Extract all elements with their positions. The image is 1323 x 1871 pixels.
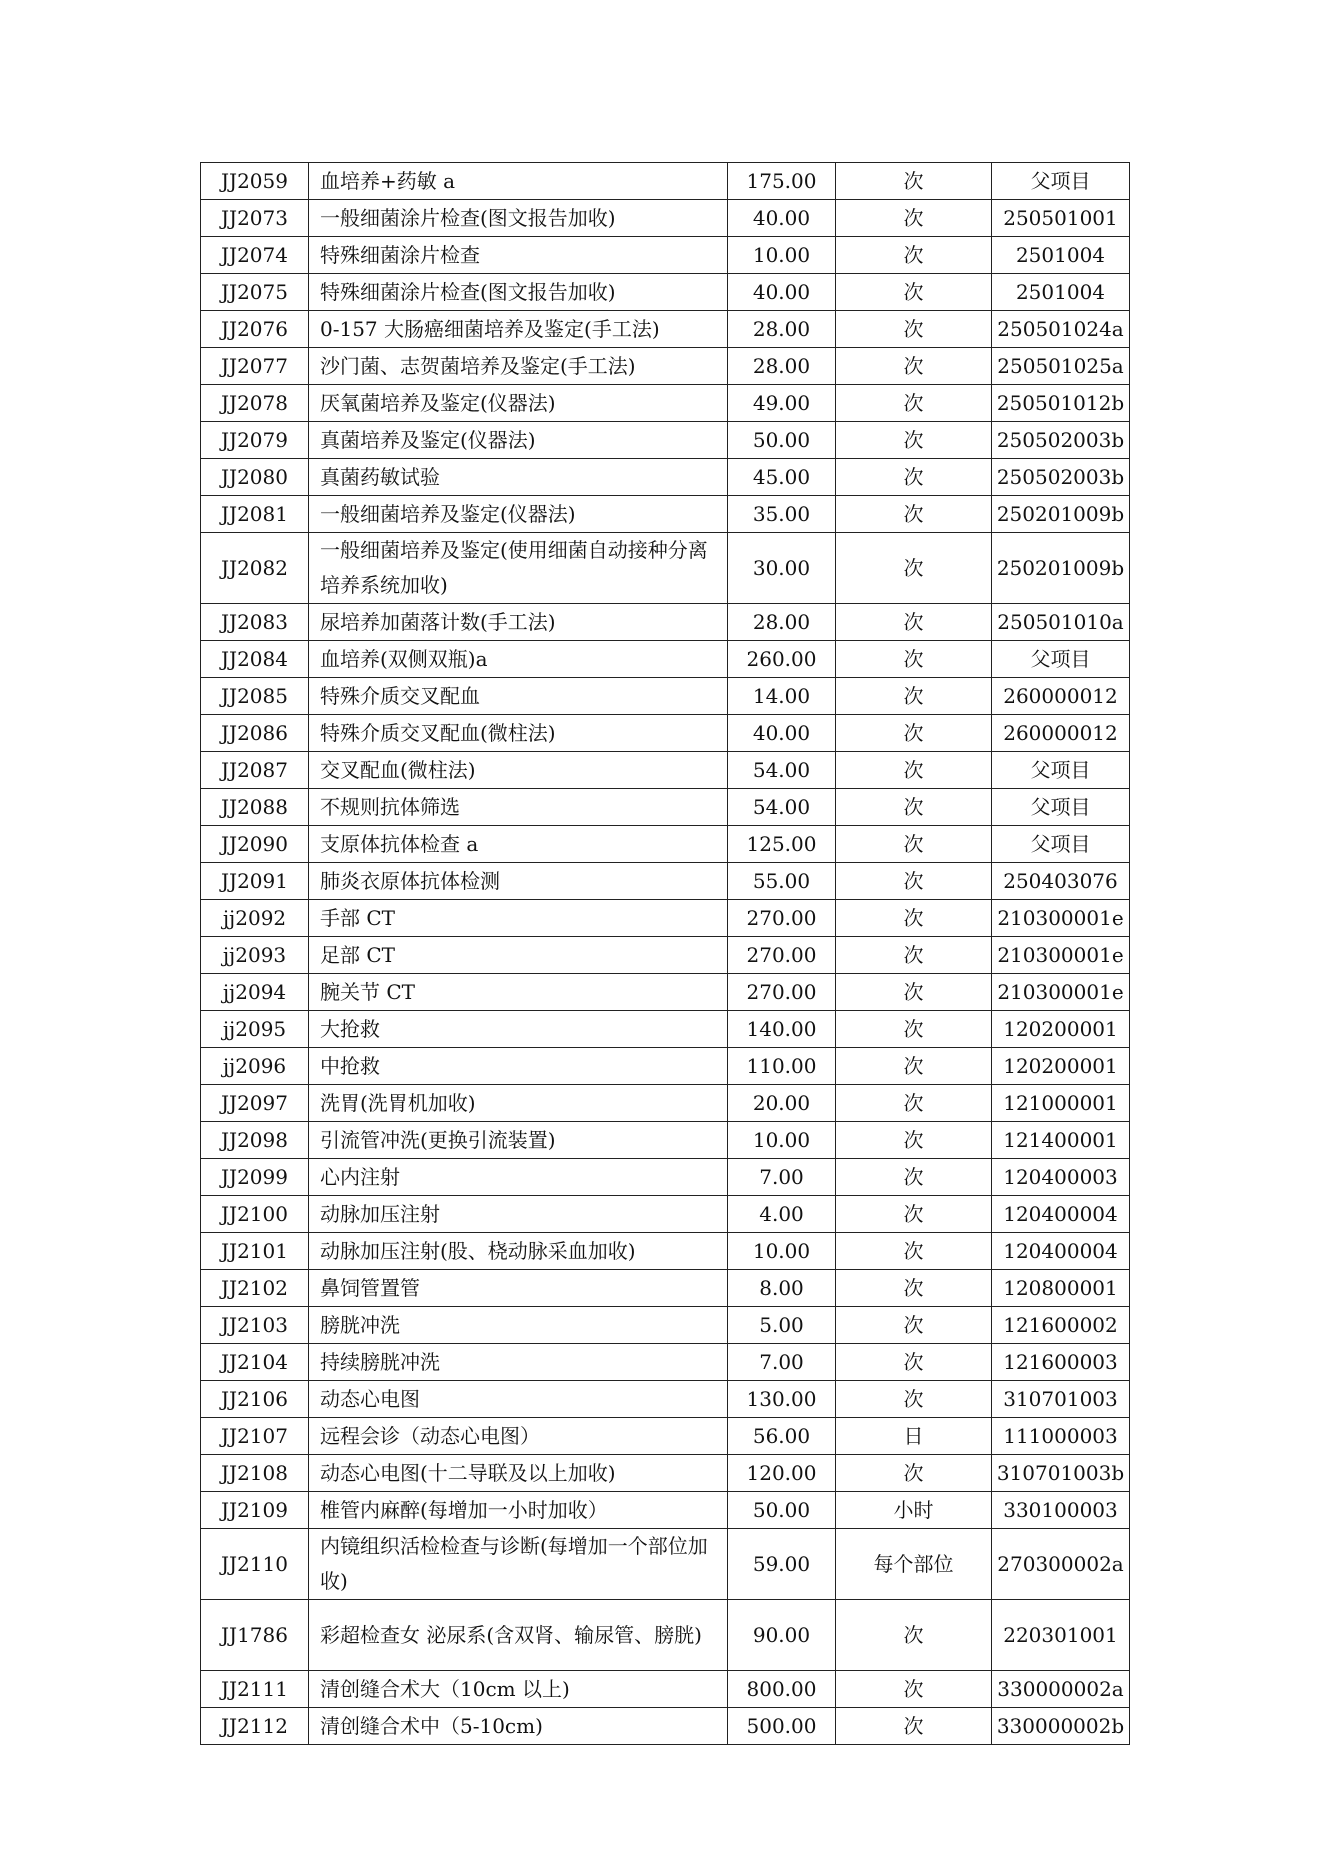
item-name-cell: 手部 CT xyxy=(309,900,728,937)
item-reference-code-cell: 250501010a xyxy=(992,604,1130,641)
item-name-cell: 尿培养加菌落计数(手工法) xyxy=(309,604,728,641)
item-name-cell: 洗胃(洗胃机加收) xyxy=(309,1085,728,1122)
item-reference-code-cell: 2501004 xyxy=(992,237,1130,274)
item-unit-cell: 次 xyxy=(836,1381,992,1418)
item-name-cell: 交叉配血(微柱法) xyxy=(309,752,728,789)
item-reference-code-cell: 250201009b xyxy=(992,496,1130,533)
item-price-cell: 270.00 xyxy=(728,974,836,1011)
item-reference-code-cell: 250501001 xyxy=(992,200,1130,237)
item-name-cell: 持续膀胱冲洗 xyxy=(309,1344,728,1381)
item-name-cell: 远程会诊（动态心电图） xyxy=(309,1418,728,1455)
item-reference-code-cell: 250501024a xyxy=(992,311,1130,348)
item-reference-code-cell: 父项目 xyxy=(992,752,1130,789)
item-unit-cell: 次 xyxy=(836,752,992,789)
item-reference-code-cell: 250201009b xyxy=(992,533,1130,604)
item-unit-cell: 次 xyxy=(836,237,992,274)
item-code-cell: JJ2090 xyxy=(201,826,309,863)
item-price-cell: 55.00 xyxy=(728,863,836,900)
item-name-cell: 引流管冲洗(更换引流装置) xyxy=(309,1122,728,1159)
item-name-cell: 真菌培养及鉴定(仪器法) xyxy=(309,422,728,459)
item-price-cell: 500.00 xyxy=(728,1708,836,1745)
item-price-cell: 140.00 xyxy=(728,1011,836,1048)
item-name-cell: 鼻饲管置管 xyxy=(309,1270,728,1307)
item-reference-code-cell: 210300001e xyxy=(992,974,1130,1011)
item-price-cell: 7.00 xyxy=(728,1159,836,1196)
table-row xyxy=(201,1455,1130,1492)
item-unit-cell: 次 xyxy=(836,533,992,604)
item-code-cell: jj2096 xyxy=(201,1048,309,1085)
item-code-cell: JJ2104 xyxy=(201,1344,309,1381)
item-price-cell: 54.00 xyxy=(728,752,836,789)
item-code-cell: JJ2073 xyxy=(201,200,309,237)
item-name-cell: 一般细菌培养及鉴定(使用细菌自动接种分离培养系统加收) xyxy=(309,533,728,604)
item-price-cell: 10.00 xyxy=(728,1233,836,1270)
item-price-cell: 5.00 xyxy=(728,1307,836,1344)
item-reference-code-cell: 330000002b xyxy=(992,1708,1130,1745)
item-price-cell: 8.00 xyxy=(728,1270,836,1307)
item-reference-code-cell: 250403076 xyxy=(992,863,1130,900)
item-reference-code-cell: 330000002a xyxy=(992,1671,1130,1708)
item-name-cell: 足部 CT xyxy=(309,937,728,974)
item-code-cell: jj2092 xyxy=(201,900,309,937)
item-name-cell: 厌氧菌培养及鉴定(仪器法) xyxy=(309,385,728,422)
item-price-cell: 120.00 xyxy=(728,1455,836,1492)
item-code-cell: jj2094 xyxy=(201,974,309,1011)
table-row xyxy=(201,1381,1130,1418)
item-unit-cell: 次 xyxy=(836,1455,992,1492)
item-price-cell: 56.00 xyxy=(728,1418,836,1455)
table-row xyxy=(201,1344,1130,1381)
item-reference-code-cell: 120200001 xyxy=(992,1011,1130,1048)
item-name-cell: 动脉加压注射(股、桡动脉采血加收) xyxy=(309,1233,728,1270)
item-code-cell: JJ2087 xyxy=(201,752,309,789)
item-price-cell: 175.00 xyxy=(728,163,836,200)
item-unit-cell: 次 xyxy=(836,1196,992,1233)
item-unit-cell: 次 xyxy=(836,1708,992,1745)
item-code-cell: jj2093 xyxy=(201,937,309,974)
item-reference-code-cell: 120200001 xyxy=(992,1048,1130,1085)
item-price-cell: 20.00 xyxy=(728,1085,836,1122)
item-code-cell: JJ2110 xyxy=(201,1529,309,1600)
item-price-cell: 40.00 xyxy=(728,274,836,311)
item-code-cell: JJ2103 xyxy=(201,1307,309,1344)
item-reference-code-cell: 250502003b xyxy=(992,459,1130,496)
item-unit-cell: 次 xyxy=(836,385,992,422)
item-code-cell: JJ2077 xyxy=(201,348,309,385)
item-unit-cell: 次 xyxy=(836,937,992,974)
item-reference-code-cell: 310701003b xyxy=(992,1455,1130,1492)
item-name-cell: 特殊细菌涂片检查 xyxy=(309,237,728,274)
table-row xyxy=(201,163,1130,200)
item-price-cell: 7.00 xyxy=(728,1344,836,1381)
item-code-cell: JJ2088 xyxy=(201,789,309,826)
item-reference-code-cell: 120400004 xyxy=(992,1233,1130,1270)
item-price-cell: 270.00 xyxy=(728,937,836,974)
item-unit-cell: 每个部位 xyxy=(836,1529,992,1600)
item-name-cell: 肺炎衣原体抗体检测 xyxy=(309,863,728,900)
table-row xyxy=(201,200,1130,237)
item-price-cell: 54.00 xyxy=(728,789,836,826)
item-unit-cell: 次 xyxy=(836,274,992,311)
item-name-cell: 椎管内麻醉(每增加一小时加收） xyxy=(309,1492,728,1529)
table-row xyxy=(201,900,1130,937)
item-name-cell: 内镜组织活检检查与诊断(每增加一个部位加收) xyxy=(309,1529,728,1600)
item-price-cell: 28.00 xyxy=(728,348,836,385)
item-name-cell: 中抢救 xyxy=(309,1048,728,1085)
item-price-cell: 30.00 xyxy=(728,533,836,604)
table-row xyxy=(201,1708,1130,1745)
table-row xyxy=(201,237,1130,274)
table-row xyxy=(201,1418,1130,1455)
item-code-cell: JJ2059 xyxy=(201,163,309,200)
item-reference-code-cell: 220301001 xyxy=(992,1600,1130,1671)
item-price-cell: 14.00 xyxy=(728,678,836,715)
item-unit-cell: 次 xyxy=(836,1085,992,1122)
item-name-cell: 特殊细菌涂片检查(图文报告加收) xyxy=(309,274,728,311)
item-name-cell: 0-157 大肠癌细菌培养及鉴定(手工法) xyxy=(309,311,728,348)
item-unit-cell: 次 xyxy=(836,641,992,678)
item-unit-cell: 次 xyxy=(836,1600,992,1671)
table-row xyxy=(201,604,1130,641)
table-row xyxy=(201,1196,1130,1233)
item-unit-cell: 次 xyxy=(836,900,992,937)
table-row xyxy=(201,1307,1130,1344)
item-price-cell: 50.00 xyxy=(728,1492,836,1529)
item-name-cell: 心内注射 xyxy=(309,1159,728,1196)
item-code-cell: jj2095 xyxy=(201,1011,309,1048)
item-code-cell: JJ2109 xyxy=(201,1492,309,1529)
item-code-cell: JJ2101 xyxy=(201,1233,309,1270)
item-unit-cell: 次 xyxy=(836,789,992,826)
table-row xyxy=(201,1233,1130,1270)
table-row xyxy=(201,311,1130,348)
item-unit-cell: 次 xyxy=(836,1048,992,1085)
item-unit-cell: 次 xyxy=(836,1122,992,1159)
item-name-cell: 动脉加压注射 xyxy=(309,1196,728,1233)
item-code-cell: JJ2091 xyxy=(201,863,309,900)
item-reference-code-cell: 330100003 xyxy=(992,1492,1130,1529)
table-row xyxy=(201,1492,1130,1529)
table-row xyxy=(201,1671,1130,1708)
item-name-cell: 支原体抗体检查 a xyxy=(309,826,728,863)
item-reference-code-cell: 120800001 xyxy=(992,1270,1130,1307)
item-reference-code-cell: 121000001 xyxy=(992,1085,1130,1122)
table-row xyxy=(201,1011,1130,1048)
table-row xyxy=(201,1085,1130,1122)
item-name-cell: 血培养+药敏 a xyxy=(309,163,728,200)
item-unit-cell: 次 xyxy=(836,863,992,900)
item-price-cell: 110.00 xyxy=(728,1048,836,1085)
item-price-cell: 4.00 xyxy=(728,1196,836,1233)
item-reference-code-cell: 2501004 xyxy=(992,274,1130,311)
item-code-cell: JJ2099 xyxy=(201,1159,309,1196)
item-code-cell: JJ2084 xyxy=(201,641,309,678)
item-reference-code-cell: 260000012 xyxy=(992,678,1130,715)
fee-table xyxy=(200,162,1130,1745)
item-reference-code-cell: 120400004 xyxy=(992,1196,1130,1233)
item-name-cell: 沙门菌、志贺菌培养及鉴定(手工法) xyxy=(309,348,728,385)
item-unit-cell: 次 xyxy=(836,1307,992,1344)
item-unit-cell: 次 xyxy=(836,715,992,752)
item-code-cell: JJ1786 xyxy=(201,1600,309,1671)
table-row xyxy=(201,863,1130,900)
item-reference-code-cell: 121400001 xyxy=(992,1122,1130,1159)
item-price-cell: 40.00 xyxy=(728,200,836,237)
item-price-cell: 40.00 xyxy=(728,715,836,752)
table-row xyxy=(201,678,1130,715)
item-reference-code-cell: 210300001e xyxy=(992,937,1130,974)
item-code-cell: JJ2102 xyxy=(201,1270,309,1307)
table-row xyxy=(201,1270,1130,1307)
item-code-cell: JJ2111 xyxy=(201,1671,309,1708)
table-row xyxy=(201,1600,1130,1671)
table-row xyxy=(201,422,1130,459)
item-code-cell: JJ2097 xyxy=(201,1085,309,1122)
item-price-cell: 28.00 xyxy=(728,311,836,348)
item-code-cell: JJ2075 xyxy=(201,274,309,311)
table-row xyxy=(201,1529,1130,1600)
table-row xyxy=(201,641,1130,678)
table-row xyxy=(201,826,1130,863)
item-unit-cell: 日 xyxy=(836,1418,992,1455)
item-code-cell: JJ2079 xyxy=(201,422,309,459)
item-unit-cell: 次 xyxy=(836,163,992,200)
item-price-cell: 45.00 xyxy=(728,459,836,496)
table-row xyxy=(201,1048,1130,1085)
item-reference-code-cell: 210300001e xyxy=(992,900,1130,937)
item-price-cell: 10.00 xyxy=(728,1122,836,1159)
item-reference-code-cell: 310701003 xyxy=(992,1381,1130,1418)
item-code-cell: JJ2081 xyxy=(201,496,309,533)
item-name-cell: 一般细菌涂片检查(图文报告加收) xyxy=(309,200,728,237)
item-unit-cell: 次 xyxy=(836,1671,992,1708)
item-unit-cell: 次 xyxy=(836,1344,992,1381)
item-reference-code-cell: 250501025a xyxy=(992,348,1130,385)
item-unit-cell: 次 xyxy=(836,200,992,237)
item-reference-code-cell: 父项目 xyxy=(992,789,1130,826)
table-row xyxy=(201,385,1130,422)
item-name-cell: 真菌药敏试验 xyxy=(309,459,728,496)
item-price-cell: 90.00 xyxy=(728,1600,836,1671)
item-code-cell: JJ2086 xyxy=(201,715,309,752)
item-name-cell: 特殊介质交叉配血(微柱法) xyxy=(309,715,728,752)
item-name-cell: 特殊介质交叉配血 xyxy=(309,678,728,715)
table-row xyxy=(201,1122,1130,1159)
table-row xyxy=(201,496,1130,533)
item-reference-code-cell: 111000003 xyxy=(992,1418,1130,1455)
item-reference-code-cell: 121600003 xyxy=(992,1344,1130,1381)
item-name-cell: 清创缝合术中（5-10cm) xyxy=(309,1708,728,1745)
item-name-cell: 腕关节 CT xyxy=(309,974,728,1011)
item-price-cell: 10.00 xyxy=(728,237,836,274)
item-price-cell: 35.00 xyxy=(728,496,836,533)
table-row xyxy=(201,1159,1130,1196)
table-row xyxy=(201,789,1130,826)
item-code-cell: JJ2112 xyxy=(201,1708,309,1745)
table-row xyxy=(201,533,1130,604)
table-row xyxy=(201,348,1130,385)
item-price-cell: 49.00 xyxy=(728,385,836,422)
item-reference-code-cell: 父项目 xyxy=(992,163,1130,200)
item-reference-code-cell: 120400003 xyxy=(992,1159,1130,1196)
item-unit-cell: 次 xyxy=(836,1011,992,1048)
item-unit-cell: 次 xyxy=(836,678,992,715)
item-unit-cell: 次 xyxy=(836,311,992,348)
item-unit-cell: 次 xyxy=(836,826,992,863)
item-code-cell: JJ2098 xyxy=(201,1122,309,1159)
item-name-cell: 膀胱冲洗 xyxy=(309,1307,728,1344)
table-row xyxy=(201,974,1130,1011)
item-unit-cell: 次 xyxy=(836,348,992,385)
item-unit-cell: 次 xyxy=(836,1233,992,1270)
item-price-cell: 800.00 xyxy=(728,1671,836,1708)
item-code-cell: JJ2100 xyxy=(201,1196,309,1233)
item-code-cell: JJ2080 xyxy=(201,459,309,496)
table-row xyxy=(201,937,1130,974)
item-code-cell: JJ2083 xyxy=(201,604,309,641)
item-unit-cell: 次 xyxy=(836,422,992,459)
item-name-cell: 动态心电图 xyxy=(309,1381,728,1418)
item-name-cell: 彩超检查女 泌尿系(含双肾、输尿管、膀胱) xyxy=(309,1600,728,1671)
item-code-cell: JJ2078 xyxy=(201,385,309,422)
item-code-cell: JJ2085 xyxy=(201,678,309,715)
item-reference-code-cell: 250502003b xyxy=(992,422,1130,459)
item-name-cell: 不规则抗体筛选 xyxy=(309,789,728,826)
item-name-cell: 清创缝合术大（10cm 以上) xyxy=(309,1671,728,1708)
item-price-cell: 28.00 xyxy=(728,604,836,641)
item-unit-cell: 小时 xyxy=(836,1492,992,1529)
item-code-cell: JJ2107 xyxy=(201,1418,309,1455)
item-reference-code-cell: 121600002 xyxy=(992,1307,1130,1344)
item-name-cell: 一般细菌培养及鉴定(仪器法) xyxy=(309,496,728,533)
item-price-cell: 130.00 xyxy=(728,1381,836,1418)
item-name-cell: 动态心电图(十二导联及以上加收) xyxy=(309,1455,728,1492)
item-unit-cell: 次 xyxy=(836,1270,992,1307)
item-name-cell: 血培养(双侧双瓶)a xyxy=(309,641,728,678)
item-name-cell: 大抢救 xyxy=(309,1011,728,1048)
item-code-cell: JJ2074 xyxy=(201,237,309,274)
item-unit-cell: 次 xyxy=(836,496,992,533)
item-price-cell: 50.00 xyxy=(728,422,836,459)
item-reference-code-cell: 父项目 xyxy=(992,826,1130,863)
item-unit-cell: 次 xyxy=(836,1159,992,1196)
item-unit-cell: 次 xyxy=(836,459,992,496)
item-unit-cell: 次 xyxy=(836,974,992,1011)
item-unit-cell: 次 xyxy=(836,604,992,641)
table-row xyxy=(201,459,1130,496)
table-row xyxy=(201,752,1130,789)
item-price-cell: 59.00 xyxy=(728,1529,836,1600)
item-reference-code-cell: 250501012b xyxy=(992,385,1130,422)
item-reference-code-cell: 260000012 xyxy=(992,715,1130,752)
table-row xyxy=(201,274,1130,311)
item-reference-code-cell: 父项目 xyxy=(992,641,1130,678)
item-code-cell: JJ2108 xyxy=(201,1455,309,1492)
table-row xyxy=(201,715,1130,752)
item-code-cell: JJ2076 xyxy=(201,311,309,348)
fee-table-body xyxy=(201,163,1130,1745)
item-price-cell: 125.00 xyxy=(728,826,836,863)
item-reference-code-cell: 270300002a xyxy=(992,1529,1130,1600)
item-code-cell: JJ2082 xyxy=(201,533,309,604)
item-price-cell: 260.00 xyxy=(728,641,836,678)
item-code-cell: JJ2106 xyxy=(201,1381,309,1418)
item-price-cell: 270.00 xyxy=(728,900,836,937)
